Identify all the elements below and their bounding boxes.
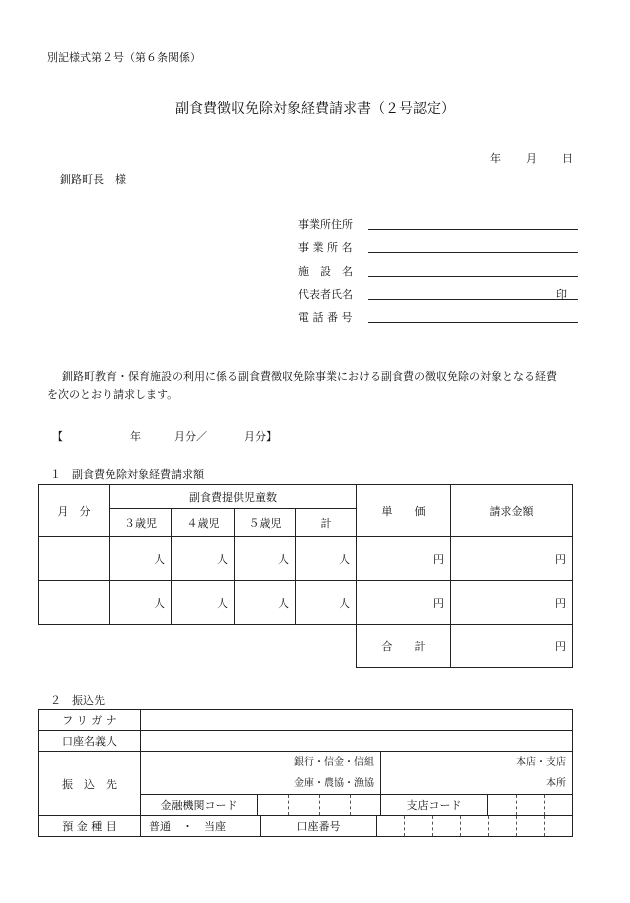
branch-types-line2: 本所: [546, 778, 567, 789]
date-year: 年: [490, 152, 501, 165]
branch-code-row: [381, 795, 573, 816]
total-children-cell[interactable]: 人: [296, 581, 357, 625]
bank-types-line1: 銀行・信金・信組: [294, 757, 374, 768]
period-month-from: 月分／: [174, 430, 207, 443]
month-cell[interactable]: [39, 581, 110, 625]
age5-cell[interactable]: 人: [235, 537, 296, 581]
grand-total-cell[interactable]: 円: [451, 625, 573, 668]
account-number-digit[interactable]: [433, 816, 461, 836]
amount-header: 請求金額: [451, 485, 573, 537]
account-number-digit[interactable]: [489, 816, 517, 836]
period-month-to: 月分】: [244, 430, 277, 443]
age5-header: ５歳児: [235, 509, 296, 537]
account-number-row: [261, 816, 573, 837]
account-number-label: 口座番号: [261, 816, 377, 836]
branch-name-field[interactable]: [381, 752, 573, 795]
bank-code-digit[interactable]: [351, 795, 380, 815]
account-type-options[interactable]: 普通 ・ 当座: [141, 816, 261, 837]
branch-code-digit[interactable]: [517, 795, 545, 815]
branch-types-line1: 本店・支店: [516, 757, 567, 768]
bank-code-label: 金融機関コード: [141, 795, 258, 815]
account-holder-label: 口座名義人: [39, 731, 141, 752]
unit-price-cell[interactable]: 円: [357, 581, 451, 625]
section1-heading: １ 副食費免除対象経費請求額: [50, 468, 204, 481]
age4-cell[interactable]: 人: [172, 537, 235, 581]
branch-code-digit[interactable]: [488, 795, 517, 815]
account-number-digit[interactable]: [405, 816, 433, 836]
bank-code-row: [141, 795, 381, 816]
month-header: 月 分: [39, 485, 110, 537]
total-children-cell[interactable]: 人: [296, 537, 357, 581]
amount-cell[interactable]: 円: [451, 581, 573, 625]
claim-table: [38, 484, 573, 668]
account-number-digit[interactable]: [461, 816, 489, 836]
month-cell[interactable]: [39, 537, 110, 581]
bank-label: 振 込 先: [39, 752, 141, 816]
office-name-label: 事 業 所 名: [298, 241, 353, 254]
unit-price-cell[interactable]: 円: [357, 537, 451, 581]
branch-code-label: 支店コード: [381, 795, 488, 815]
bank-code-digit[interactable]: [258, 795, 289, 815]
age4-header: ４歳児: [172, 509, 235, 537]
age3-cell[interactable]: 人: [110, 537, 172, 581]
amount-cell[interactable]: 円: [451, 537, 573, 581]
account-number-digit[interactable]: [517, 816, 545, 836]
form-number: 別記様式第２号（第６条関係）: [47, 51, 201, 64]
age5-cell[interactable]: 人: [235, 581, 296, 625]
representative-label: 代表者氏名: [298, 288, 353, 301]
branch-code-digit[interactable]: [545, 795, 572, 815]
grand-total-label: 合 計: [357, 625, 451, 668]
phone-label: 電 話 番 号: [298, 311, 353, 324]
furigana-label: フ リ ガ ナ: [39, 710, 141, 731]
office-name-field[interactable]: [368, 252, 578, 253]
bank-table: [38, 709, 573, 837]
section2-heading: ２ 振込先: [50, 694, 105, 707]
period-bracket-open: 【: [52, 430, 63, 443]
age3-cell[interactable]: 人: [110, 581, 172, 625]
blank-area: [39, 625, 357, 668]
total-children-header: 計: [296, 509, 357, 537]
form-title: 副食費徴収免除対象経費請求書（２号認定）: [175, 101, 455, 117]
children-count-header: 副食費提供児童数: [110, 485, 357, 509]
addressee: 釧路町長 様: [60, 173, 126, 186]
office-address-field[interactable]: [368, 229, 578, 230]
facility-name-label: 施 設 名: [298, 265, 353, 278]
phone-field[interactable]: [368, 322, 578, 323]
seal-mark: 印: [556, 288, 567, 301]
date-month: 月: [526, 152, 537, 165]
representative-field[interactable]: [368, 299, 578, 300]
bank-code-digit[interactable]: [289, 795, 320, 815]
furigana-field[interactable]: [141, 710, 573, 731]
age3-header: ３歳児: [110, 509, 172, 537]
bank-types-line2: 金庫・農協・漁協: [294, 778, 374, 789]
period-year: 年: [130, 430, 141, 443]
bank-code-digit[interactable]: [320, 795, 351, 815]
table-row: [39, 581, 573, 625]
body-text-line1: 釧路町教育・保育施設の利用に係る副食費徴収免除事業における副食費の徴収免除の対象となる経費: [62, 370, 557, 383]
date-day: 日: [562, 152, 573, 165]
account-number-digit[interactable]: [377, 816, 405, 836]
bank-name-field[interactable]: [141, 752, 381, 795]
account-type-label: 預 金 種 目: [39, 816, 141, 837]
facility-name-field[interactable]: [368, 276, 578, 277]
unit-price-header: 単 価: [357, 485, 451, 537]
body-text-line2: を次のとおり請求します。: [47, 388, 179, 401]
table-row: [39, 537, 573, 581]
account-holder-field[interactable]: [141, 731, 573, 752]
account-number-digit[interactable]: [545, 816, 572, 836]
age4-cell[interactable]: 人: [172, 581, 235, 625]
office-address-label: 事業所住所: [298, 218, 353, 231]
